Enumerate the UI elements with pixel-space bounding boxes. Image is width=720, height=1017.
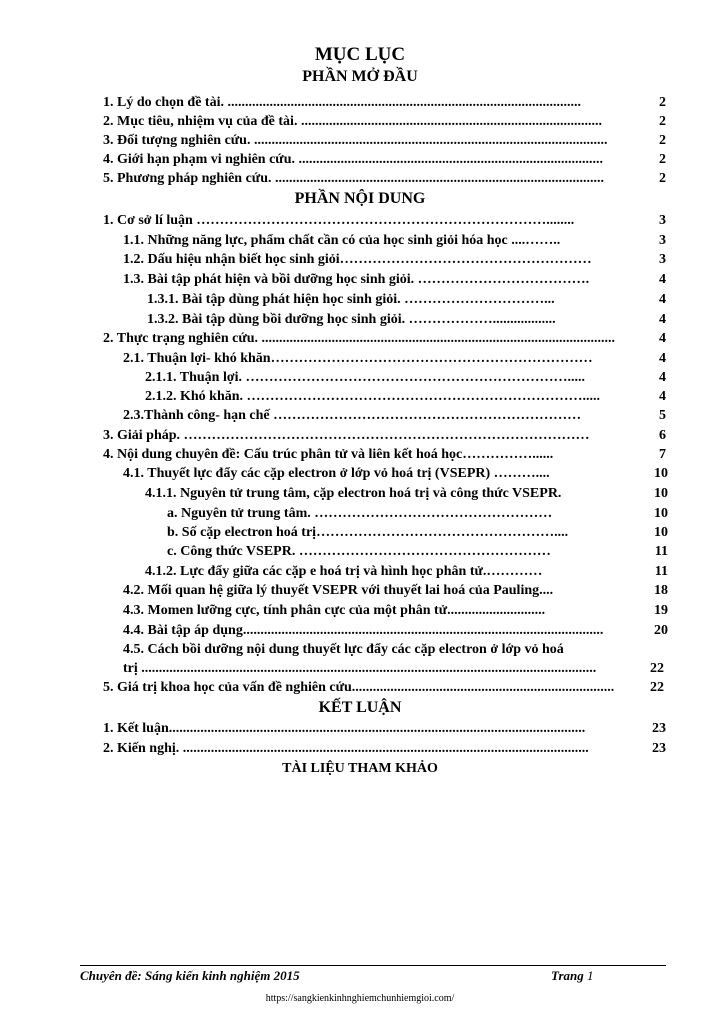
toc-entry: 3. Giải pháp. …………………………………………………………………………… 6 — [103, 428, 666, 443]
toc-entry: b. Số cặp electron hoá trị…………………………………………….... 10 — [167, 525, 668, 540]
toc-entry: 2. Kiến nghị. .................................................................................................................... 23 — [103, 741, 666, 756]
section-heading-intro: PHẦN MỞ ĐẦU — [302, 68, 418, 85]
toc-entry: 2.3.Thành công- hạn chế ………………………………………………………… 5 — [123, 408, 666, 423]
toc-entry: 5. Giá trị khoa học của vấn đề nghiên cứu........................................................................... 22 — [103, 680, 664, 695]
toc-entry: 1.2. Dấu hiệu nhận biết học sinh giỏi……………………………………………… 3 — [123, 252, 666, 267]
toc-entry: 1.3.2. Bài tập dùng bồi dưỡng học sinh giỏi. ……………….................. 4 — [147, 312, 666, 327]
toc-entry: 5. Phương pháp nghiên cứu. .............................................................................................. 2 — [103, 171, 666, 186]
toc-entry: 2.1. Thuận lợi- khó khăn…………………………………………………………… 4 — [123, 351, 666, 366]
toc-entry: 1. Kết luận....................................................................................................................... 23 — [103, 721, 666, 736]
toc-entry: 2.1.1. Thuận lợi. ……………………………………………………………..... 4 — [145, 370, 666, 385]
toc-entry: 1. Cơ sở lí luận …………………………………………………………………........ 3 — [103, 213, 666, 228]
toc-entry: 4.1.1. Nguyên tử trung tâm, cặp electron hoá trị và công thức VSEPR. 10 — [145, 486, 668, 501]
toc-entry: 1.3.1. Bài tập dùng phát hiện học sinh giỏi. …………………………... 4 — [147, 292, 666, 307]
toc-entry: 4.4. Bài tập áp dụng....................................................................................................... 20 — [123, 623, 668, 638]
section-heading-content: PHẦN NỘI DUNG — [294, 190, 426, 207]
toc-entry: 1. Lý do chọn đề tài. ..................................................................................................... 2 — [103, 95, 666, 110]
toc-entry: 2.1.2. Khó khăn. ………………………………………………………………..... 4 — [145, 389, 666, 404]
toc-entry: 4.3. Momen lưỡng cực, tính phân cực của một phân tử............................ 19 — [123, 603, 668, 618]
toc-entry: 3. Đối tượng nghiên cứu. ..................................................................................................... 2 — [103, 133, 666, 148]
footer-title: Chuyên đề: Sáng kiến kinh nghiệm 2015 — [80, 968, 300, 983]
footer-divider — [80, 965, 666, 966]
toc-entry: 4. Giới hạn phạm vi nghiên cứu. ....................................................................................... 2 — [103, 152, 666, 167]
footer-page-number: 1 — [587, 968, 594, 983]
toc-entry: trị .................................................................................................................................. 22 — [123, 661, 664, 676]
footer-url: https://sangkienkinhnghiemchunhiemgioi.com/ — [265, 993, 455, 1004]
toc-title: MỤC LỤC — [314, 44, 406, 65]
toc-entry: 4.1. Thuyết lực đẩy các cặp electron ở lớp vỏ hoá trị (VSEPR) ……….... 10 — [123, 466, 668, 481]
footer-page-label: Trang — [551, 968, 584, 983]
toc-entry: 4. Nội dung chuyên đề: Cấu trúc phân tử và liên kết hoá học……………...... 7 — [103, 447, 666, 462]
toc-entry: 1.1. Những năng lực, phẩm chất cần có của học sinh giỏi hóa học ....…….. 3 — [123, 233, 666, 248]
section-heading-references: TÀI LIỆU THAM KHẢO — [282, 761, 438, 776]
toc-entry: 4.1.2. Lực đẩy giữa các cặp e hoá trị và hình học phân tử.………… 11 — [145, 564, 668, 579]
toc-entry: 2. Mục tiêu, nhiệm vụ của đề tài. ...................................................................................... 2 — [103, 114, 666, 129]
toc-entry: 1.3. Bài tập phát hiện và bồi dưỡng học sinh giỏi. ………………………………. 4 — [123, 272, 666, 287]
footer-page — [551, 968, 594, 984]
toc-entry: 2. Thực trạng nghiên cứu. ..................................................................................................... 4 — [103, 331, 666, 346]
toc-entry: 4.5. Cách bồi dưỡng nội dung thuyết lực đẩy các cặp electron ở lớp vỏ hoá — [123, 642, 564, 657]
toc-entry: 4.2. Mối quan hệ giữa lý thuyết VSEPR với thuyết lai hoá của Pauling.... 18 — [123, 583, 668, 598]
toc-entry: a. Nguyên tử trung tâm. …………………………………………… 10 — [167, 506, 668, 521]
toc-entry: c. Công thức VSEPR. ……………………………………………… 11 — [167, 544, 668, 559]
section-heading-conclusion: KẾT LUẬN — [318, 699, 402, 716]
